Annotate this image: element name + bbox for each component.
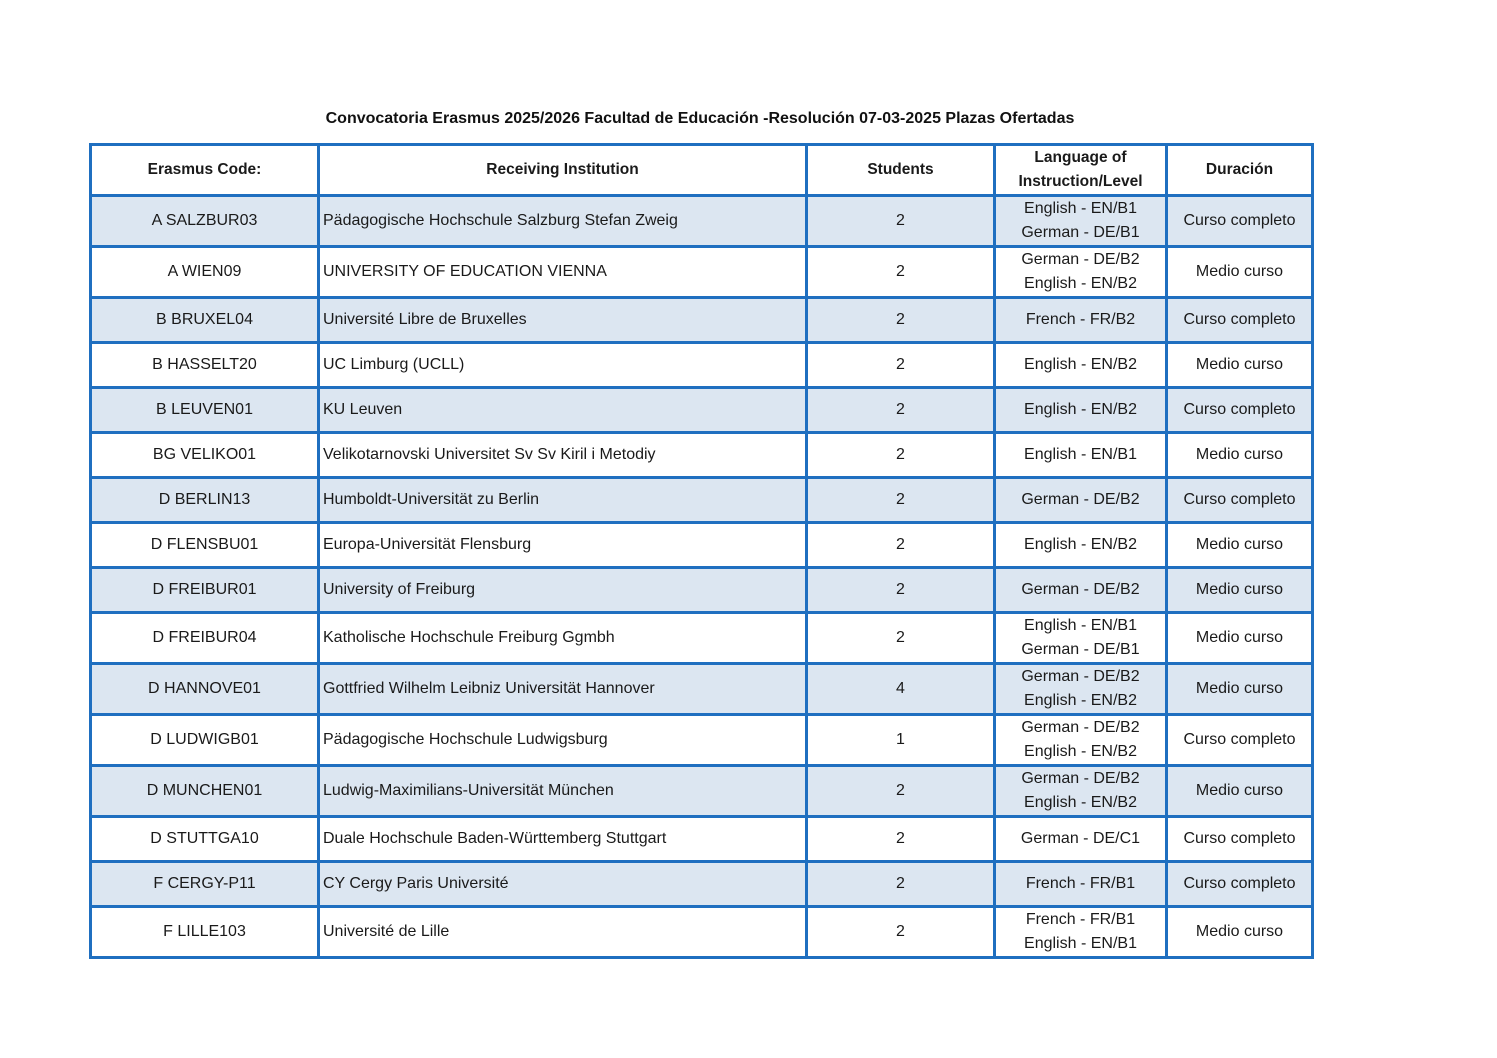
duration-cell: Medio curso [1167,766,1313,817]
table-row [91,298,1313,343]
table-row [91,613,1313,664]
students-cell: 2 [807,388,995,433]
language-cell [995,196,1167,247]
language-level: English - EN/B2 [1024,536,1137,553]
places-table [89,143,1314,959]
students-cell: 2 [807,298,995,343]
header-language [995,145,1167,196]
language-level: English - EN/B1 [1024,446,1137,463]
institution-cell: Université de Lille [319,907,807,958]
language-level: English - EN/B2 [1024,743,1137,760]
table-row [91,568,1313,613]
erasmus-code-cell: D STUTTGA10 [91,817,319,862]
language-level: English - EN/B1 [1024,935,1137,952]
students-cell: 1 [807,715,995,766]
table-row [91,433,1313,478]
institution-cell: Europa-Universität Flensburg [319,523,807,568]
erasmus-code-cell: D BERLIN13 [91,478,319,523]
language-level: German - DE/B2 [1021,770,1140,787]
language-level: German - DE/C1 [1020,830,1141,847]
table-header-row [91,145,1313,196]
language-cell [995,247,1167,298]
duration-cell: Medio curso [1167,613,1313,664]
language-cell [995,478,1167,523]
duration-cell: Curso completo [1167,817,1313,862]
erasmus-code-cell: A WIEN09 [91,247,319,298]
header-receiving-institution: Receiving Institution [319,145,807,196]
table-row [91,817,1313,862]
table-row [91,388,1313,433]
institution-cell: Pädagogische Hochschule Salzburg Stefan Zweig [319,196,807,247]
erasmus-code-cell: BG VELIKO01 [91,433,319,478]
students-cell: 2 [807,433,995,478]
language-cell [995,388,1167,433]
duration-cell: Curso completo [1167,298,1313,343]
duration-cell: Curso completo [1167,715,1313,766]
erasmus-code-cell: D MUNCHEN01 [91,766,319,817]
document-title: Convocatoria Erasmus 2025/2026 Facultad de Educación -Resolución 07-03-2025 Plazas Ofertadas [325,110,1075,127]
language-level: English - EN/B2 [1024,401,1137,418]
table-row [91,715,1313,766]
erasmus-code-cell: F CERGY-P11 [91,862,319,907]
header-language-label: Language of Instruction/Level [1018,149,1143,190]
header-erasmus-code: Erasmus Code: [91,145,319,196]
language-cell [995,613,1167,664]
language-cell [995,907,1167,958]
institution-cell: Humboldt-Universität zu Berlin [319,478,807,523]
duration-cell: Medio curso [1167,343,1313,388]
erasmus-code-cell: D LUDWIGB01 [91,715,319,766]
language-level: English - EN/B1 [1024,200,1137,217]
erasmus-code-cell: B LEUVEN01 [91,388,319,433]
table-row [91,907,1313,958]
institution-cell: Duale Hochschule Baden-Württemberg Stuttgart [319,817,807,862]
language-level: German - DE/B2 [1021,581,1140,598]
erasmus-code-cell: A SALZBUR03 [91,196,319,247]
students-cell: 2 [807,196,995,247]
table-row [91,862,1313,907]
institution-cell: Pädagogische Hochschule Ludwigsburg [319,715,807,766]
students-cell: 2 [807,343,995,388]
language-cell [995,568,1167,613]
language-level: German - DE/B2 [1021,491,1140,508]
language-level: English - EN/B2 [1024,794,1137,811]
table-row [91,478,1313,523]
students-cell: 2 [807,862,995,907]
language-cell [995,523,1167,568]
header-duration: Duración [1167,145,1313,196]
institution-cell: Velikotarnovski Universitet Sv Sv Kiril i Metodiy [319,433,807,478]
institution-cell: University of Freiburg [319,568,807,613]
students-cell: 2 [807,907,995,958]
language-level: English - EN/B2 [1024,356,1137,373]
language-level: German - DE/B2 [1021,719,1140,736]
language-cell [995,862,1167,907]
language-cell [995,766,1167,817]
table-body [91,196,1313,958]
erasmus-code-cell: D HANNOVE01 [91,664,319,715]
table-row [91,343,1313,388]
language-cell [995,664,1167,715]
institution-cell: UC Limburg (UCLL) [319,343,807,388]
duration-cell: Medio curso [1167,433,1313,478]
students-cell: 2 [807,568,995,613]
table-row [91,664,1313,715]
language-level: English - EN/B2 [1024,275,1137,292]
duration-cell: Medio curso [1167,247,1313,298]
students-cell: 2 [807,478,995,523]
duration-cell: Medio curso [1167,664,1313,715]
duration-cell: Medio curso [1167,907,1313,958]
language-level: English - EN/B1 [1024,617,1137,634]
language-level: English - EN/B2 [1024,692,1137,709]
students-cell: 2 [807,817,995,862]
table-row [91,247,1313,298]
erasmus-code-cell: B BRUXEL04 [91,298,319,343]
erasmus-code-cell: B HASSELT20 [91,343,319,388]
erasmus-code-cell: F LILLE103 [91,907,319,958]
duration-cell: Curso completo [1167,388,1313,433]
duration-cell: Medio curso [1167,568,1313,613]
duration-cell: Curso completo [1167,196,1313,247]
language-cell [995,715,1167,766]
erasmus-code-cell: D FLENSBU01 [91,523,319,568]
table-row [91,196,1313,247]
language-cell [995,343,1167,388]
students-cell: 2 [807,766,995,817]
duration-cell: Curso completo [1167,862,1313,907]
erasmus-code-cell: D FREIBUR01 [91,568,319,613]
language-level: German - DE/B1 [1021,224,1140,241]
institution-cell: Université Libre de Bruxelles [319,298,807,343]
institution-cell: UNIVERSITY OF EDUCATION VIENNA [319,247,807,298]
students-cell: 4 [807,664,995,715]
institution-cell: CY Cergy Paris Université [319,862,807,907]
language-level: German - DE/B2 [1021,668,1140,685]
language-level: German - DE/B1 [1021,641,1140,658]
language-level: French - FR/B2 [1025,311,1136,328]
erasmus-code-cell: D FREIBUR04 [91,613,319,664]
table-row [91,523,1313,568]
institution-cell: Gottfried Wilhelm Leibniz Universität Hannover [319,664,807,715]
students-cell: 2 [807,523,995,568]
students-cell: 2 [807,613,995,664]
institution-cell: Katholische Hochschule Freiburg Ggmbh [319,613,807,664]
language-level: French - FR/B1 [1025,911,1136,928]
duration-cell: Medio curso [1167,523,1313,568]
students-cell: 2 [807,247,995,298]
language-cell [995,817,1167,862]
language-cell [995,433,1167,478]
language-level: French - FR/B1 [1025,875,1136,892]
language-cell [995,298,1167,343]
header-students: Students [807,145,995,196]
table-row [91,766,1313,817]
institution-cell: Ludwig-Maximilians-Universität München [319,766,807,817]
duration-cell: Curso completo [1167,478,1313,523]
institution-cell: KU Leuven [319,388,807,433]
language-level: German - DE/B2 [1021,251,1140,268]
